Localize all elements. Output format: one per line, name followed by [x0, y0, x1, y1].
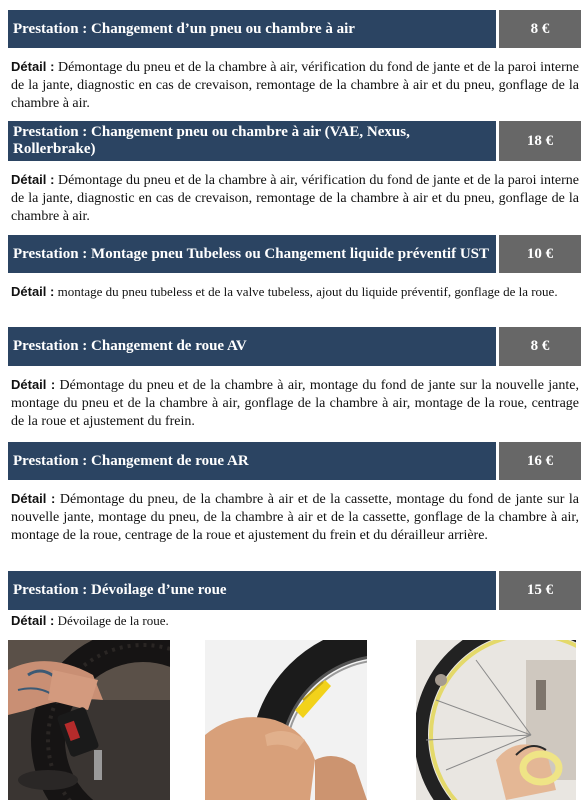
- service-detail: [11, 612, 579, 629]
- detail-label: Détail :: [11, 59, 55, 74]
- detail-label: Détail :: [11, 491, 56, 506]
- detail-text: Dévoilage de la roue.: [54, 613, 169, 628]
- tire-lever-photo: [205, 640, 367, 800]
- detail-text: Démontage du pneu et de la chambre à air, montage du fond de jante sur la nouvelle jante, montage du pneu et de la chambre à air, gonflage de la chambre à air, montage de la roue, centrage de la roue et ajustement du frein.: [11, 378, 579, 429]
- service-price: 10 €: [499, 235, 581, 273]
- detail-text: montage du pneu tubeless et de la valve tubeless, ajout du liquide préventif, gonflage de la roue.: [54, 284, 558, 299]
- service-detail: [11, 58, 579, 113]
- service-title: Prestation : Changement de roue AR: [8, 442, 496, 480]
- service-detail: [11, 376, 579, 431]
- service-detail: [11, 171, 579, 226]
- service-price: 18 €: [499, 121, 581, 161]
- service-price: 8 €: [499, 10, 581, 48]
- service-title: Prestation : Changement de roue AV: [8, 327, 496, 366]
- service-detail: [11, 490, 579, 545]
- detail-text: Démontage du pneu, de la chambre à air et de la cassette, montage du fond de jante sur la nouvelle jante, montage du pneu, de la chambre à air et de la cassette, gonflage de la chambre à air, montage de la roue, centrage de la roue et ajustement du frein et du dérailleur arrière.: [11, 492, 579, 543]
- detail-text: Démontage du pneu et de la chambre à air, vérification du fond de jante et de la paroi interne de la jante, diagnostic en cas de crevaison, remontage de la chambre à air et du pneu, gonflage de la chambre à air.: [11, 60, 579, 111]
- service-price: 15 €: [499, 571, 581, 610]
- detail-text: Démontage du pneu et de la chambre à air, vérification du fond de jante et de la paroi interne de la jante, diagnostic en cas de crevaison, remontage de la chambre à air et du pneu, gonflage de la chambre à air.: [11, 173, 579, 224]
- service-header: [8, 10, 581, 48]
- service-header: [8, 571, 581, 610]
- service-title: Prestation : Dévoilage d’une roue: [8, 571, 496, 610]
- rim-tape-photo: [416, 640, 576, 800]
- detail-label: Détail :: [11, 613, 55, 628]
- detail-label: Détail :: [11, 172, 55, 187]
- service-title: Prestation : Changement d’un pneu ou chambre à air: [8, 10, 496, 48]
- service-header: [8, 121, 581, 161]
- tire-pump-photo: [8, 640, 170, 800]
- service-title: Prestation : Montage pneu Tubeless ou Changement liquide préventif UST: [8, 235, 496, 273]
- service-header: [8, 442, 581, 480]
- service-header: [8, 235, 581, 273]
- service-price: 16 €: [499, 442, 581, 480]
- detail-label: Détail :: [11, 377, 56, 392]
- service-price: 8 €: [499, 327, 581, 366]
- service-header: [8, 327, 581, 366]
- detail-label: Détail :: [11, 284, 55, 299]
- service-detail: [11, 283, 579, 300]
- service-title: Prestation : Changement pneu ou chambre à air (VAE, Nexus, Rollerbrake): [8, 121, 496, 161]
